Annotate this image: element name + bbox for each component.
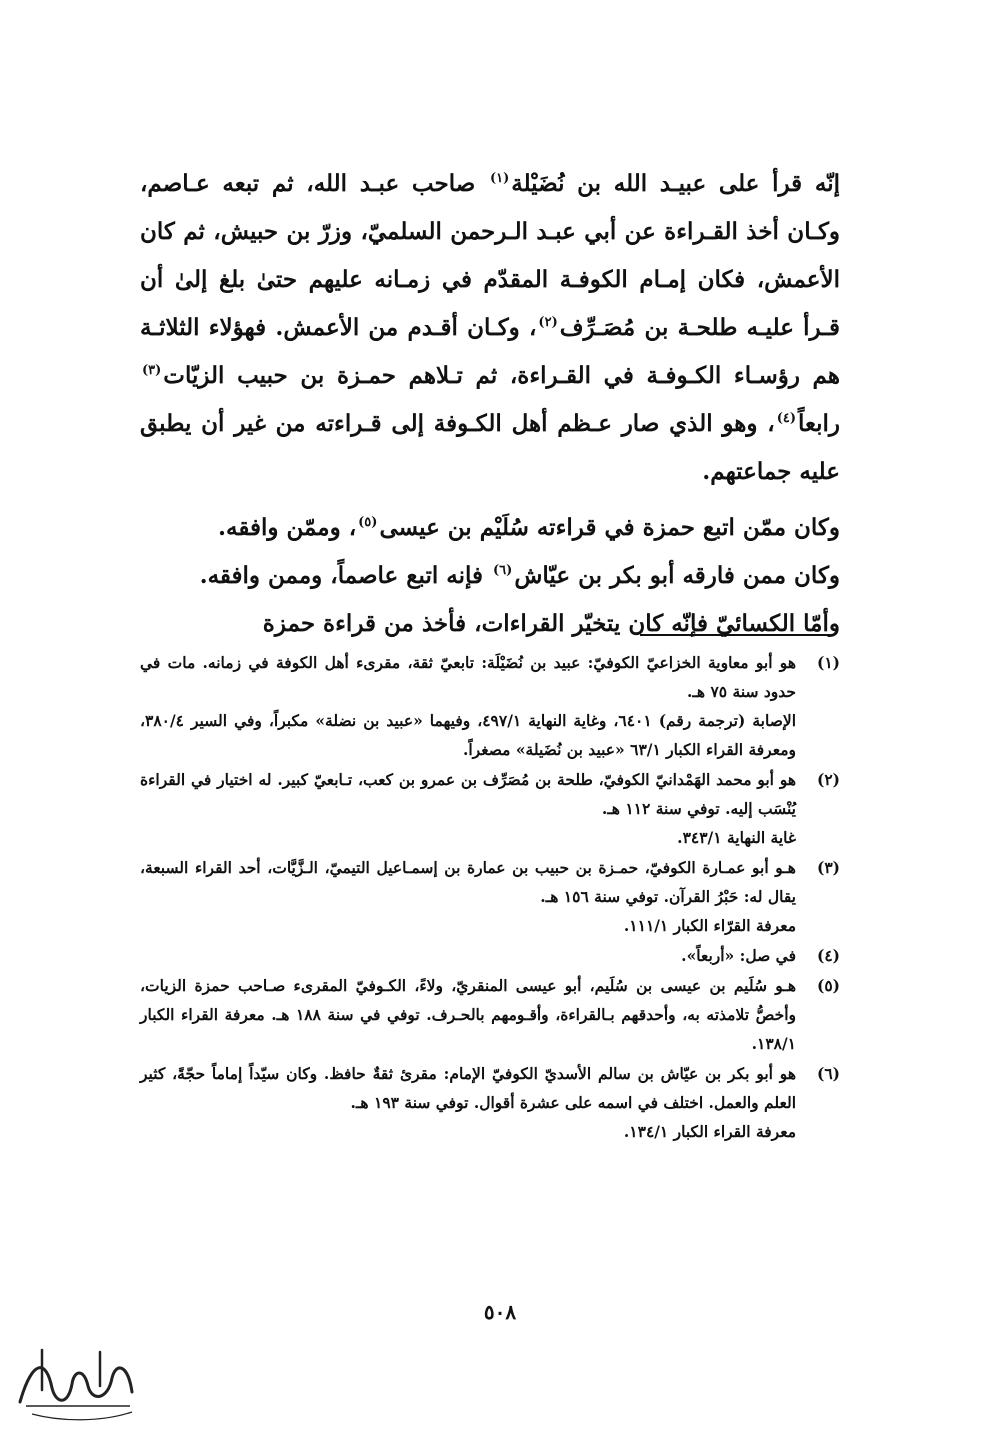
text-run: ، وكـان أقـدم من الأعمش. فهؤلاء الثلاثـة هم رؤسـاء الكـوفـة في القـراءة، ثم تـلاهم حمـزة بن حبيب الزيّات	[140, 314, 840, 389]
footnote-line: هو أبو بكر بن عيّاش بن سالم الأسديّ الكوفيّ الإمام: مقرئ ثقةٌ حافظ. وكان سيّداً إماماً حجّةً، كثير العلم والعمل. اختلف في اسمه على عشرة أقوال. توفي سنة ١٩٣ هـ.	[140, 1064, 796, 1112]
text-run: فإنه اتبع عاصماً، وممن وافقه.	[199, 562, 492, 589]
footnote-body	[140, 1059, 796, 1146]
text-run: وكان ممن فارقه أبو بكر بن عيّاش	[514, 562, 840, 589]
footnote-number: (٤)	[816, 946, 840, 965]
footnote-number: (٢)	[816, 770, 840, 789]
footnote-ref-1: (١)	[489, 171, 510, 187]
footnote-line: هـو أبو عمـارة الكوفيّ، حمـزة بن حبيب بن عمارة بن إسمـاعيل التيميّ، الـزَّيَّات، أحد القراء السبعة، يقال له: حَبْرُ القرآن. توفي سنة ١٥٦ هـ.	[140, 858, 796, 906]
footnote-body	[140, 765, 796, 852]
paragraph-2	[140, 504, 840, 552]
footnote-number: (٦)	[816, 1064, 840, 1083]
footnote-body	[140, 971, 796, 1058]
footnote-ref-5: (٥)	[358, 515, 378, 531]
footnote-number: (٥)	[816, 976, 840, 995]
footnote-line: هـو سُلَيم بن عيسى بن سُلَيم، أبو عيسى المنقريّ، ولاءً، الكـوفيّ المقرىء صـاحب حمزة الزيات، وأخصُّ تلامذته به، وأحدقهم بـالقراءة، وأقـومهم بالحـرف. توفي في سنة ١٨٨ هـ. معرفة القراء الكبار ١٣٨/١.	[140, 976, 796, 1053]
stamp-flourish	[20, 1368, 132, 1402]
footnote-line: الإصابة (ترجمة رقم) ٦٤٠١، وغاية النهاية ٤٩٧/١، وفيهما «عبيد بن نضلة» مكبراً، وفي السير ٣٨٠/٤، ومعرفة القراء الكبار ٦٣/١ «عبيد بن نُضَيلة» مصغراً.	[140, 711, 796, 759]
main-text	[140, 160, 840, 648]
footnote-3	[140, 853, 840, 940]
footnote-line: غاية النهاية ٣٤٣/١.	[677, 828, 796, 847]
footnote-2	[140, 765, 840, 852]
footnote-line: هو أبو محمد الهَمْدانيّ الكوفيّ، طلحة بن مُصَرِّف بن عمرو بن كعب، تـابعيّ كبير. له اختيار في القراءة يُنْسَب إليه. توفي سنة ١١٢ هـ.	[140, 770, 796, 818]
footnote-body	[140, 853, 796, 940]
footnote-5	[140, 971, 840, 1058]
paragraph-1	[140, 160, 840, 496]
stamp-flourish	[32, 1412, 132, 1420]
page-number: ٥٠٨	[483, 1300, 517, 1324]
text-run: إنّه قرأ على عبيـد الله بن نُضَيْلة	[511, 170, 840, 197]
footnote-line: في صل: «أربعاً».	[681, 946, 796, 965]
footnotes	[140, 648, 840, 1147]
footnote-line: هو أبو معاوية الخزاعيّ الكوفيّ: عبيد بن نُضَيْلَة: تابعيّ ثقة، مقرىء أهل الكوفة في زمانه. مات في حدود سنة ٧٥ هـ.	[140, 653, 796, 701]
footnote-number: (٣)	[816, 858, 840, 877]
footnote-separator	[640, 634, 830, 636]
footnote-ref-6: (٦)	[493, 563, 513, 579]
footnote-number: (١)	[816, 653, 840, 672]
calligraphy-stamp-logo	[12, 1340, 142, 1425]
footnote-4	[140, 941, 840, 970]
footnote-body	[140, 941, 796, 970]
footnote-1	[140, 648, 840, 764]
text-run: ، وهو الذي صار عـظم أهل الكـوفة إلى قـراءته من غير أن يطبق عليه جماعتهم.	[140, 410, 840, 485]
text-run: صاحب عبـد الله، ثم تبعه عـاصم، وكـان أخذ القـراءة عن أبي عبـد الـرحمن السلميّ، وزرّ بن حبيش، ثم كان الأعمش، فكان إمـام الكوفـة المقدّم في زمـانه عليهم حتىٰ بلغ إلىٰ أن قـرأ عليـه طلحـة بن مُصَـرِّف	[140, 170, 840, 341]
footnote-ref-4: (٤)	[776, 411, 796, 427]
footnote-body	[140, 648, 796, 764]
text-run: وكان ممّن اتبع حمزة في قراءته سُلَيْم بن عيسى	[379, 514, 840, 541]
footnote-ref-2: (٢)	[538, 315, 558, 331]
paragraph-3	[140, 552, 840, 600]
footnote-line: معرفة القراء الكبار ١٣٤/١.	[623, 1122, 796, 1141]
text-run: رابعاً	[797, 410, 840, 437]
text-run: ، وممّن وافقه.	[218, 514, 357, 541]
footnote-ref-3: (٣)	[142, 363, 162, 379]
footnote-6	[140, 1059, 840, 1146]
footnote-line: معرفة القرّاء الكبار ١١١/١.	[623, 916, 796, 935]
paragraph-4: وأمّا الكسائيّ فإنّه كان يتخيّر القراءات، فأخذ من قراءة حمزة	[262, 610, 840, 637]
